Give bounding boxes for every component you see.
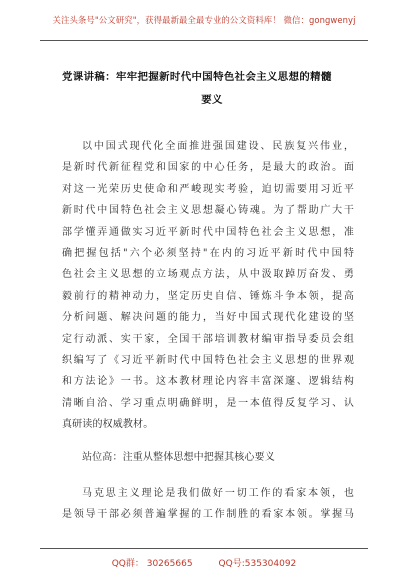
document-title — [62, 66, 362, 112]
paragraph-line: 真研读的权威教材。 — [62, 419, 154, 431]
paragraph-line: 毅前行的精神动力，坚定历史自信、锤炼斗争本领，提高 — [62, 290, 354, 302]
header-rule — [40, 40, 368, 41]
paragraph-1 — [62, 136, 354, 436]
paragraph-line: 定行动派、实干家，全国干部培训教材编审指导委员会组 — [62, 333, 354, 345]
paragraph-line: 确把握包括"六个必须坚持"在内的习近平新时代中国特 — [62, 248, 354, 260]
paragraph-line: 织编写了《习近平新时代中国特色社会主义思想的世界观 — [62, 355, 354, 367]
footer-contact — [0, 556, 408, 569]
header-banner: 关注头条号"公文研究"，获得最新最全最专业的公文资料库！ 微信：gongwenyj — [52, 15, 356, 25]
footer-qq-number: QQ号:535304092 — [218, 559, 297, 569]
title-line-1: 党课讲稿：牢牢把握新时代中国特色社会主义思想的精髓 — [62, 71, 332, 83]
footer-qq-group: QQ群： 30265665 — [111, 559, 193, 569]
paragraph-line: 新时代中国特色社会主义思想凝心铸魂。为了帮助广大干 — [62, 205, 354, 217]
section-heading: 站位高：注重从整体思想中把握其核心要义 — [82, 452, 275, 463]
paragraph-line: 分析问题、解决问题的能力，当好中国式现代化建设的坚 — [62, 312, 354, 324]
paragraph-line: 对这一光荣历史使命和严峻现实考验，迫切需要用习近平 — [62, 183, 354, 195]
footer-rule — [40, 548, 368, 549]
paragraph-2 — [62, 483, 354, 526]
paragraph-line: 色社会主义思想的立场观点方法，从中汲取踔厉奋发、勇 — [62, 269, 354, 281]
paragraph-line: 以中国式现代化全面推进强国建设、民族复兴伟业， — [82, 141, 354, 152]
paragraph-line: 部学懂弄通做实习近平新时代中国特色社会主义思想，准 — [62, 226, 354, 238]
paragraph-line: 清晰自洽、学习重点明确鲜明，是一本值得反复学习、认 — [62, 397, 354, 409]
paragraph-line: 是领导干部必须普遍掌握的工作制胜的看家本领。掌握马 — [62, 509, 354, 521]
paragraph-line: 和方法论》一书。这本教材理论内容丰富深邃、逻辑结构 — [62, 376, 354, 388]
paragraph-line: 马克思主义理论是我们做好一切工作的看家本领，也 — [82, 488, 354, 499]
paragraph-line: 是新时代新征程党和国家的中心任务，是最大的政治。面 — [62, 162, 354, 174]
title-line-2: 要义 — [201, 94, 223, 106]
